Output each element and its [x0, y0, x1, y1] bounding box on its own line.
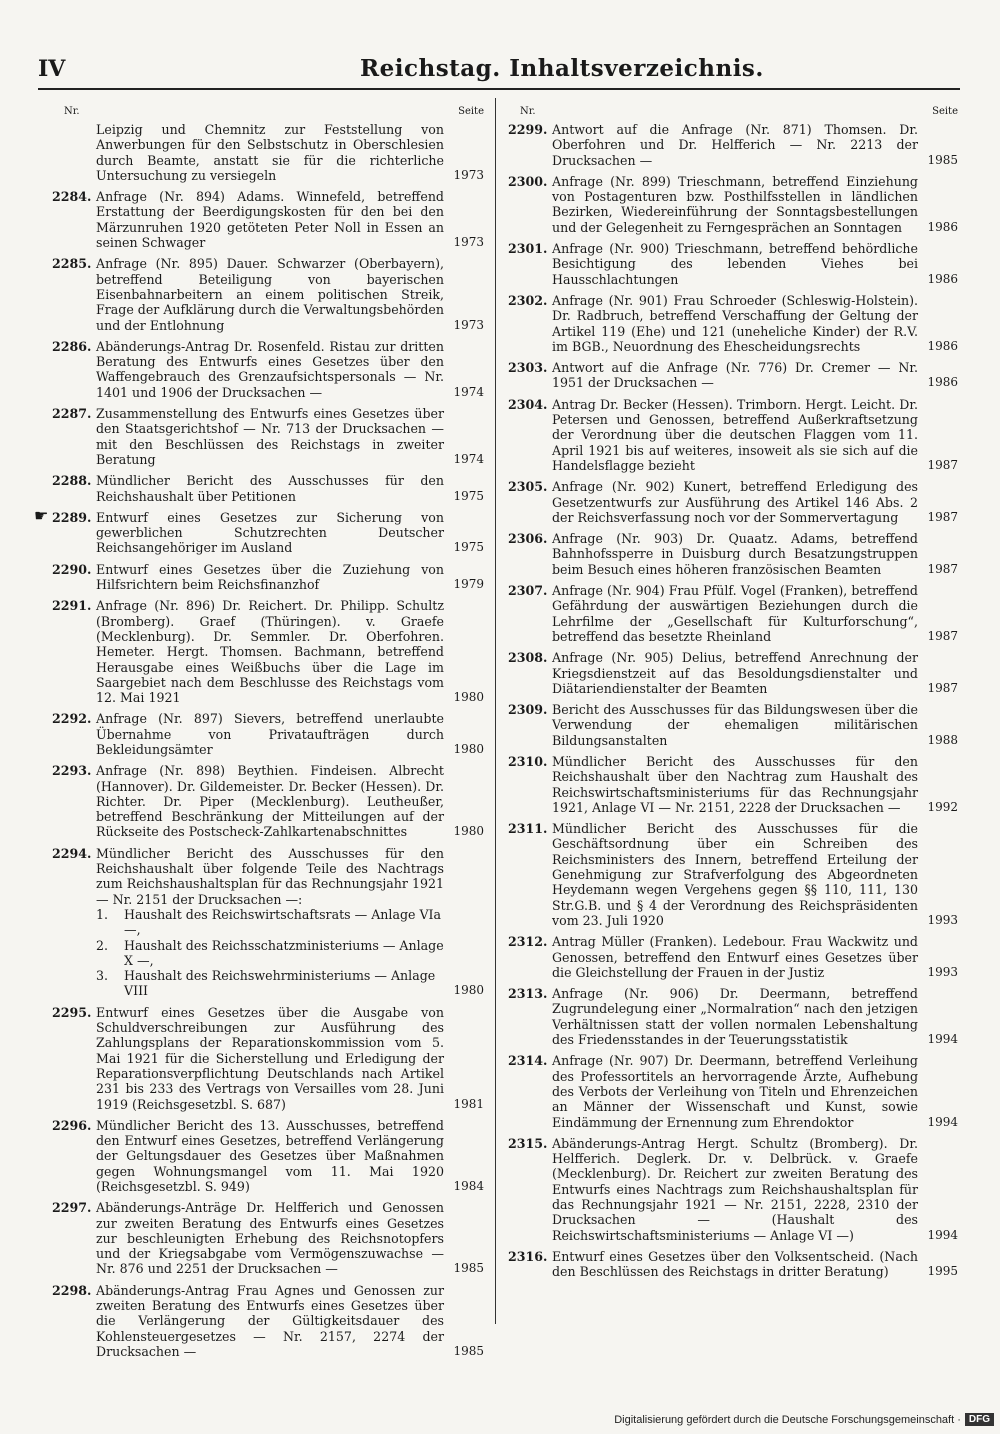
entry-number: 2307. [508, 583, 548, 599]
entry-text: Anfrage (Nr. 902) Kunert, betreffend Erledigung des Gesetzentwurfs zur Ausführung des Artikel 146 Abs. 2 der Reichsverfassung noch vor der Sommervertagung [552, 479, 918, 525]
entry-page: 1979 [453, 577, 484, 592]
entry-text: Anfrage (Nr. 899) Trieschmann, betreffend Einziehung von Postagenturen bzw. Posthilfsstellen in ländlichen Bezirken, Wiedereinführung der Sonntagsbestellungen und der Gelegenheit zu Ferngesprächen an Sonntagen [552, 173, 918, 235]
entry-number: 2302. [508, 292, 548, 308]
entry-page: 1985 [927, 152, 958, 167]
toc-entry [52, 406, 484, 467]
entry-page: 1987 [927, 628, 958, 643]
entry-number: 2296. [52, 1117, 92, 1133]
entry-page: 1987 [927, 509, 958, 524]
entry-page: 1995 [927, 1264, 958, 1279]
toc-entry [52, 711, 484, 757]
entry-text: Entwurf eines Gesetzes über die Ausgabe von Schuldverschreibungen zur Ausführung des Zahlungsplans der Reparationskommission vom 5. Mai 1921 für die Sicherstellung und Erledigung der Reparationsverpflichtung Deutschlands nach Artikel 231 bis 233 des Vertrags von Versailles vom 28. Juni 1919 (Reichsgesetzbl. S. 687) [96, 1004, 444, 1112]
sub-entry-text: Haushalt des Reichswirtschaftsrats — Anlage VIa —, [124, 906, 442, 938]
entry-text: Leipzig und Chemnitz zur Feststellung von Anwerbungen für den Selbstschutz in Oberschlesien durch Beamte, anstatt sie für die richterliche Untersuchung zu versiegeln [96, 122, 444, 183]
entry-page: 1974 [453, 451, 484, 466]
entry-number: 2305. [508, 479, 548, 495]
toc-entry [508, 583, 958, 644]
entry-number: 2297. [52, 1200, 92, 1216]
toc-entry [508, 986, 958, 1047]
entry-text: Abänderungs-Anträge Dr. Helfferich und Genossen zur zweiten Beratung des Entwurfs eines Gesetzes zur beschleunigten Erhebung des Reichsnotopfers und der Kriegsabgabe vom Vermögenszuwachse — Nr. 876 und 2251 der Drucksachen — [96, 1200, 444, 1277]
entry-number: 2290. [52, 561, 92, 577]
footer [614, 1413, 994, 1426]
entry-text: Anfrage (Nr. 906) Dr. Deermann, betreffend Zugrundelegung einer „Normalration“ nach den jetzigen Verhältnissen statt der vollen normalen Lebenshaltung des Friedensstandes in der Teuerungsstatistik [552, 986, 918, 1048]
entry-page: 1992 [927, 799, 958, 814]
left-column-header [52, 100, 484, 122]
entry-text: Anfrage (Nr. 900) Trieschmann, betreffend behördliche Besichtigung des lebenden Viehes bei Hausschlachtungen [552, 241, 918, 287]
sub-entry-text: Haushalt des Reichswehrministeriums — Anlage VIII [124, 968, 436, 999]
entry-page: 1986 [927, 271, 958, 286]
toc-entry [508, 174, 958, 235]
toc-entry [52, 598, 484, 705]
entry-text: Antrag Müller (Franken). Ledebour. Frau Wackwitz und Genossen, betreffend den Entwurf eines Gesetzes über die Gleichstellung der Frauen in der Justiz [552, 934, 918, 980]
entry-text: Anfrage (Nr. 898) Beythien. Findeisen. Albrecht (Hannover). Dr. Gildemeister. Dr. Becker (Hessen). Dr. Richter. Dr. Piper (Mecklenburg). Leutheußer, betreffend Beschränkung der Mitteilungen auf der Rückseite des Postscheck-Zahlkartenabschnittes [96, 763, 444, 840]
entry-page: 1986 [927, 338, 958, 353]
left-entry-list [34, 122, 484, 1359]
entry-number: 2294. [52, 845, 92, 861]
toc-entry [52, 846, 484, 999]
entry-number: 2288. [52, 473, 92, 489]
pointing-hand-icon: ☛ [34, 505, 49, 525]
entry-number: 2308. [508, 650, 548, 666]
nr-header: Nr. [64, 106, 80, 117]
entry-number: 2316. [508, 1248, 548, 1264]
toc-entry [508, 650, 958, 696]
entry-page: 1993 [927, 964, 958, 979]
toc-entry [52, 562, 484, 593]
entry-number: 2292. [52, 711, 92, 727]
entry-text: Entwurf eines Gesetzes über den Volksentscheid. (Nach den Beschlüssen des Reichstags in dritter Beratung) [552, 1248, 918, 1280]
entry-page: 1974 [453, 384, 484, 399]
entry-number: 2313. [508, 986, 548, 1002]
seite-header: Seite [458, 106, 484, 117]
sub-entry [96, 968, 444, 999]
entry-text: Antwort auf die Anfrage (Nr. 871) Thomsen. Dr. Oberfohren und Dr. Helfferich — Nr. 2213 der Drucksachen — [552, 122, 918, 168]
entry-page: 1988 [927, 732, 958, 747]
entry-page: 1984 [453, 1179, 484, 1193]
entry-page: 1973 [453, 235, 484, 250]
dfg-logo: DFG [965, 1413, 994, 1426]
entry-page: 1980 [453, 741, 484, 756]
entry-number: 2298. [52, 1282, 92, 1298]
entry-number: 2295. [52, 1004, 92, 1020]
toc-entry [508, 479, 958, 525]
toc-entry [52, 339, 484, 400]
entry-text: Antrag Dr. Becker (Hessen). Trimborn. Hergt. Leicht. Dr. Petersen und Genossen, betreffend Außerkraftsetzung der Verordnung über die deutschen Flaggen vom 11. April 1921 bis auf weiteres, insoweit als sie sich auf die Handelsflagge bezieht [552, 396, 918, 473]
entry-number: 2311. [508, 821, 548, 837]
entry-text: Anfrage (Nr. 895) Dauer. Schwarzer (Oberbayern), betreffend Beteiligung von bayerischen Eisenbahnarbeitern an einem politischen Streik, Frage der Aufklärung durch die Verwaltungsbehörden und der Entlohnung [96, 256, 444, 333]
entry-text: Mündlicher Bericht des Ausschusses für den Reichshaushalt über folgende Teile des Nachtrags zum Reichshaushaltsplan für das Rechnungsjahr 1921 — Nr. 2151 der Drucksachen —: [96, 845, 444, 907]
entry-text: Anfrage (Nr. 901) Frau Schroeder (Schleswig-Holstein). Dr. Radbruch, betreffend Verschaffung der Geltung der Artikel 119 (Ehe) und 121 (uneheliche Kinder) der R.V. im BGB., Neuordnung des Ehescheidungsrechts [552, 292, 918, 354]
entry-text: Mündlicher Bericht des 13. Ausschusses, betreffend den Entwurf eines Gesetzes, betreffend Verlängerung der Geltungsdauer des Gesetzes über Maßnahmen gegen Wohnungsmangel vom 11. Mai 1920 (Reichsgesetzbl. S. 949) [96, 1117, 444, 1194]
entry-text: Anfrage (Nr. 904) Frau Pfülf. Vogel (Franken), betreffend Gefährdung der auswärtigen Beziehungen durch die Lehrfilme der „Gesellschaft für Kulturforschung“, betreffend das besetzte Rheinland [552, 583, 918, 644]
entry-number: 2306. [508, 531, 548, 547]
entry-page: 1987 [927, 457, 958, 472]
left-column [34, 100, 484, 1365]
sub-entry [96, 938, 444, 969]
right-entry-list [508, 122, 958, 1279]
sub-entry-number: 3. [96, 968, 109, 984]
header-rule [38, 88, 960, 90]
sub-entry-number: 2. [96, 937, 109, 953]
entry-text: Anfrage (Nr. 903) Dr. Quaatz. Adams, betreffend Bahnhofssperre in Duisburg durch Besatzungstruppen beim Besuch eines höheren französischen Beamten [552, 531, 918, 577]
entry-page: 1973 [453, 317, 484, 332]
entry-number: 2299. [508, 122, 548, 137]
entry-text: Anfrage (Nr. 897) Sievers, betreffend unerlaubte Übernahme von Privataufträgen durch Bekleidungsämter [96, 711, 444, 757]
toc-entry [508, 1136, 958, 1243]
toc-entry [508, 754, 958, 815]
entry-number: 2310. [508, 753, 548, 769]
entry-page: 1980 [453, 690, 484, 705]
entry-number: 2285. [52, 256, 92, 272]
right-column-header [508, 100, 958, 122]
entry-page: 1975 [453, 488, 484, 503]
entry-number: 2286. [52, 338, 92, 354]
page-number: IV [38, 56, 66, 82]
sub-entry [96, 907, 444, 938]
entry-page: 1994 [927, 1114, 958, 1129]
entry-number: 2300. [508, 173, 548, 189]
footer-text: Digitalisierung gefördert durch die Deutsche Forschungsgemeinschaft · [614, 1413, 961, 1426]
entry-page: 1973 [453, 167, 484, 182]
toc-entry [508, 821, 958, 928]
right-column [508, 100, 958, 1285]
sub-entry-number: 1. [96, 906, 109, 922]
toc-entry [508, 934, 958, 980]
toc-entry [508, 293, 958, 354]
entry-text: Zusammenstellung des Entwurfs eines Gesetzes über den Staatsgerichtshof — Nr. 713 der Drucksachen — mit den Beschlüssen des Reichstags in zweiter Beratung [96, 406, 444, 467]
toc-entry [508, 1053, 958, 1129]
entry-text: Entwurf eines Gesetzes über die Zuziehung von Hilfsrichtern beim Reichsfinanzhof [96, 561, 444, 593]
entry-page: 1985 [453, 1261, 484, 1276]
seite-header: Seite [932, 106, 958, 117]
entry-page: 1987 [927, 561, 958, 576]
entry-text: Anfrage (Nr. 894) Adams. Winnefeld, betreffend Erstattung der Beerdigungskosten für den bei den Märzunruhen 1920 getöteten Peter Noll in Essen an seinen Schwager [96, 189, 444, 251]
entry-page: 1981 [453, 1096, 484, 1111]
entry-text: Abänderungs-Antrag Hergt. Schultz (Bromberg). Dr. Helfferich. Deglerk. Dr. v. Delbrück. v. Graefe (Mecklenburg). Dr. Reichert zur zweiten Beratung des Entwurfs eines Nachtrags zum Reichshaushaltsplan für das Rechnungsjahr 1921 — Nr. 2151, 2228, 2310 der Drucksachen — (Haushalt des Reichswirtschaftsministeriums — Anlage VI —) [552, 1135, 918, 1243]
entry-number: 2309. [508, 702, 548, 718]
entry-text: Mündlicher Bericht des Ausschusses für die Geschäftsordnung über ein Schreiben des Reichsministers des Innern, betreffend Erteilung der Genehmigung zur Strafverfolgung des Abgeordneten Heydemann wegen Vergehens gegen §§ 110, 111, 130 Str.G.B. und § 4 der Verordnung des Reichspräsidenten vom 23. Juli 1920 [552, 821, 918, 928]
entry-text: Mündlicher Bericht des Ausschusses für den Reichshaushalt über den Nachtrag zum Haushalt des Reichswirtschaftsministeriums für das Rechnungsjahr 1921, Anlage VI — Nr. 2151, 2228 der Drucksachen — [552, 753, 918, 815]
column-divider [495, 98, 496, 1324]
toc-entry [34, 505, 484, 556]
entry-number: 2289. [52, 509, 92, 525]
entry-number: 2312. [508, 934, 548, 950]
nr-header: Nr. [520, 106, 536, 117]
entry-number: 2314. [508, 1053, 548, 1069]
entry-text: Abänderungs-Antrag Frau Agnes und Genossen zur zweiten Beratung des Entwurfs eines Gesetzes über die Verlängerung der Gültigkeitsdauer des Kohlensteuergesetzes — Nr. 2157, 2274 der Drucksachen — [96, 1282, 444, 1359]
entry-number: 2315. [508, 1135, 548, 1151]
toc-entry [52, 1283, 484, 1359]
toc-entry [508, 702, 958, 748]
entry-page: 1980 [453, 824, 484, 839]
entry-text: Anfrage (Nr. 907) Dr. Deermann, betreffend Verleihung des Professortitels an hervorragende Ärzte, Aufhebung des Verbots der Verleihung von Titeln und Ehrenzeichen an Männer der Wissenschaft und Kunst, sowie Eindämmung der Ernennung zum Ehrendoktor [552, 1053, 918, 1130]
entry-text: Abänderungs-Antrag Dr. Rosenfeld. Ristau zur dritten Beratung des Entwurfs eines Gesetzes über den Waffengebrauch des Grenzaufsichtspersonals — Nr. 1401 und 1906 der Drucksachen — [96, 338, 444, 400]
toc-entry [52, 1200, 484, 1276]
toc-entry [508, 122, 958, 168]
toc-entry [52, 256, 484, 332]
entry-page: 1986 [927, 375, 958, 390]
toc-entry [52, 1118, 484, 1194]
toc-entry [508, 531, 958, 577]
entry-page: 1993 [927, 912, 958, 927]
sub-entry-text: Haushalt des Reichsschatzministeriums — Anlage X —, [124, 937, 444, 968]
entry-number: 2287. [52, 406, 92, 422]
entry-text: Anfrage (Nr. 905) Delius, betreffend Anrechnung der Kriegsdienstzeit auf das Besoldungsdienstalter und Diätariendienstalter der Beamten [552, 650, 918, 696]
page-title: Reichstag. Inhaltsverzeichnis. [360, 55, 764, 82]
entry-text: Entwurf eines Gesetzes zur Sicherung von gewerblichen Schutzrechten Deutscher Reichsangehöriger im Ausland [96, 509, 444, 556]
toc-entry [52, 763, 484, 839]
entry-page: 1987 [927, 680, 958, 695]
entry-number: 2304. [508, 396, 548, 412]
entry-page: 1980 [453, 983, 484, 998]
entry-number: 2291. [52, 598, 92, 614]
entry-page: 1975 [453, 540, 484, 555]
entry-number: 2303. [508, 360, 548, 376]
toc-entry [52, 189, 484, 250]
entry-text: Anfrage (Nr. 896) Dr. Reichert. Dr. Philipp. Schultz (Bromberg). Graef (Thüringen). v. Graefe (Mecklenburg). Dr. Semmler. Dr. Oberfohren. Hemeter. Hergt. Thomsen. Bachmann, betreffend Herausgabe eines Weißbuchs über die Lage im Saargebiet nach dem Beschlusse des Reichstags vom 12. Mai 1921 [96, 598, 444, 706]
entry-number: 2293. [52, 763, 92, 779]
toc-entry [508, 360, 958, 391]
entry-number: 2284. [52, 189, 92, 205]
entry-page: 1994 [927, 1032, 958, 1047]
entry-text: Antwort auf die Anfrage (Nr. 776) Dr. Cremer — Nr. 1951 der Drucksachen — [552, 360, 918, 391]
entry-number: 2301. [508, 241, 548, 257]
toc-entry [508, 1249, 958, 1280]
entry-page: 1994 [927, 1227, 958, 1242]
entry-page: 1986 [927, 219, 958, 234]
entry-text: Mündlicher Bericht des Ausschusses für den Reichshaushalt über Petitionen [96, 473, 444, 504]
entry-page: 1985 [453, 1343, 484, 1358]
entry-text: Bericht des Ausschusses für das Bildungswesen über die Verwendung der ehemaligen militärischen Bildungsanstalten [552, 702, 918, 748]
toc-entry [508, 397, 958, 473]
toc-entry [52, 1005, 484, 1112]
toc-entry [52, 473, 484, 504]
toc-entry [52, 122, 484, 183]
toc-entry [508, 241, 958, 287]
